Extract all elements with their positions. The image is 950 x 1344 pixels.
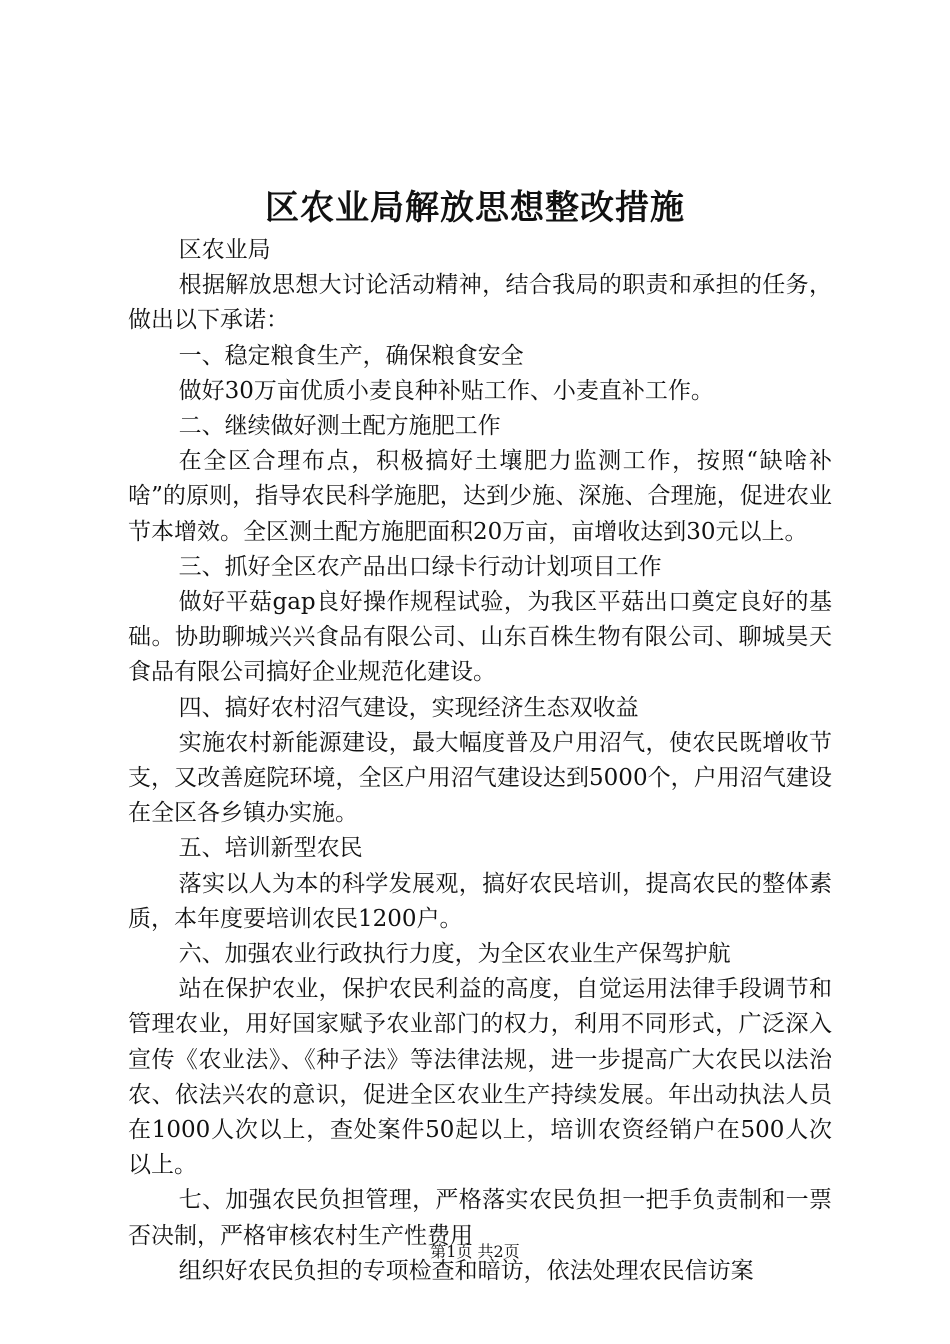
section-heading-4: 四、搞好农村沼气建设，实现经济生态双收益 xyxy=(178,694,639,721)
section-heading-5: 五、培训新型农民 xyxy=(178,835,363,862)
section-body-3: 做好平菇gap良好操作规程试验，为我区平菇出口奠定良好的基础。协助聊城兴兴食品有限公司、山东百株生物有限公司、聊城昊天食品有限公司搞好企业规范化建设。 xyxy=(128,589,832,686)
section-body-6: 站在保护农业，保护农民利益的高度，自觉运用法律手段调节和管理农业，用好国家赋予农业部门的权力，利用不同形式，广泛深入宣传《农业法》、《种子法》等法律法规，进一步提高广大农民以法治农、依法兴农的意识，促进全区农业生产持续发展。年出动执法人员在1000人次以上，查处案件50起以上，培训农资经销户在500人次以上。 xyxy=(128,976,832,1179)
section-body-7: 组织好农民负担的专项检查和暗访，依法处理农民信访案 xyxy=(178,1257,754,1284)
intro-paragraph: 根据解放思想大讨论活动精神，结合我局的职责和承担的任务，做出以下承诺： xyxy=(128,272,832,334)
issuer-line: 区农业局 xyxy=(178,237,271,263)
document-title: 区农业局解放思想整改措施 xyxy=(265,188,685,228)
section-heading-1: 一、稳定粮食生产，确保粮食安全 xyxy=(178,342,524,369)
section-body-2: 在全区合理布点，积极搞好土壤肥力监测工作，按照“缺啥补啥”的原则，指导农民科学施肥，达到少施、深施、合理施，促进农业节本增效。全区测土配方施肥面积20万亩，亩增收达到30元以上。 xyxy=(128,448,832,545)
section-heading-2: 二、继续做好测土配方施肥工作 xyxy=(178,413,501,440)
section-heading-3: 三、抓好全区农产品出口绿卡行动计划项目工作 xyxy=(178,553,662,580)
document-body xyxy=(128,233,832,1289)
page-footer: 第1页 共2页 xyxy=(430,1242,520,1261)
section-body-5: 落实以人为本的科学发展观，搞好农民培训，提高农民的整体素质，本年度要培训农民1200户。 xyxy=(128,870,832,932)
section-body-4: 实施农村新能源建设，最大幅度普及户用沼气，使农民既增收节支，又改善庭院环境，全区户用沼气建设达到5000个，户用沼气建设在全区各乡镇办实施。 xyxy=(128,729,832,827)
section-heading-7: 七、加强农民负担管理，严格落实农民负担一把手负责制和一票否决制，严格审核农村生产性费用 xyxy=(128,1187,832,1249)
section-body-1: 做好30万亩优质小麦良种补贴工作、小麦直补工作。 xyxy=(178,377,714,404)
section-heading-6: 六、加强农业行政执行力度，为全区农业生产保驾护航 xyxy=(178,941,731,968)
